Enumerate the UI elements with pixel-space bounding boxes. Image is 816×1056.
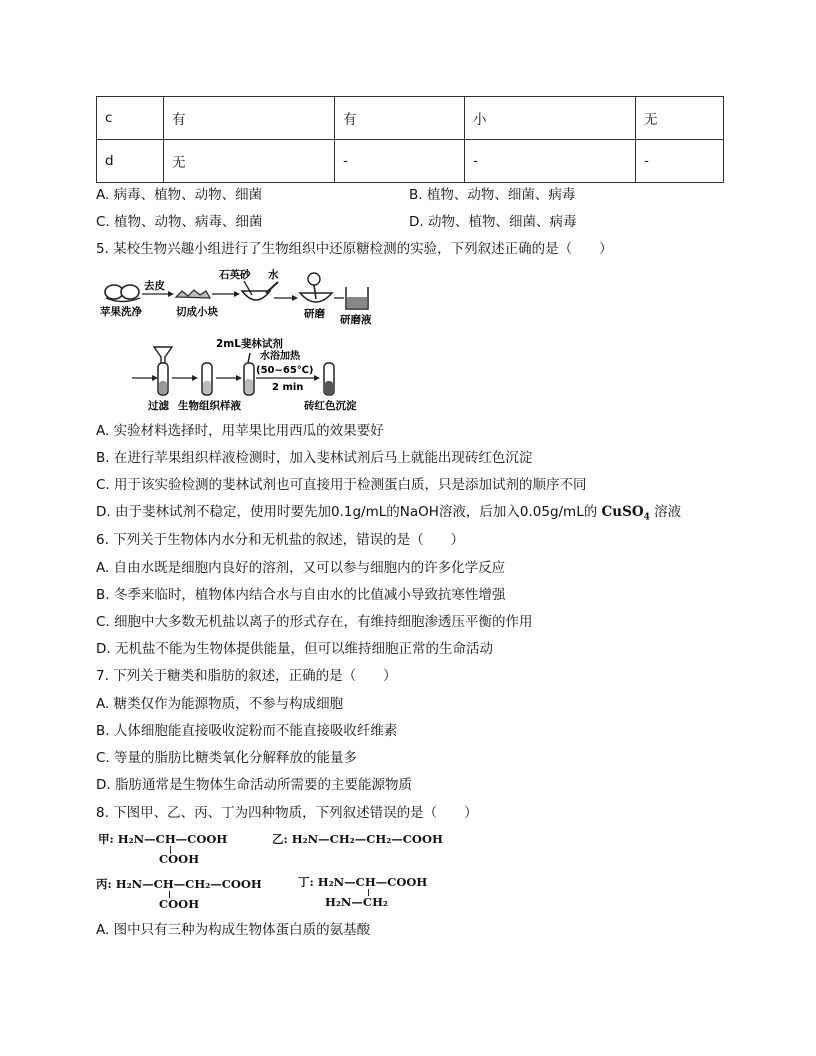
structure-jia-branch: COOH	[159, 852, 200, 866]
table-cell: -	[636, 140, 724, 183]
q4-option-b: B. 植物、动物、细菌、病毒	[409, 187, 576, 203]
comparison-table	[96, 96, 724, 183]
label-extract: 研磨液	[340, 314, 372, 325]
label-peel: 去皮	[144, 280, 165, 292]
q6-option-d: D. 无机盐不能为生物体提供能量，但可以维持细胞正常的生命活动	[96, 641, 493, 657]
label-reagent: 2mL斐林试剂	[216, 338, 283, 350]
table-cell: -	[335, 140, 465, 183]
label-result: 砖红色沉淀	[304, 400, 357, 412]
table-cell: d	[97, 140, 164, 183]
q7-option-d: D. 脂肪通常是生物体生命活动所需要的主要能源物质	[96, 777, 412, 793]
apple-chunks-icon	[176, 290, 210, 298]
q7-option-b: B. 人体细胞能直接吸收淀粉而不能直接吸收纤维素	[96, 723, 398, 739]
structure-jia: 甲: H₂N—CH—COOH	[98, 832, 228, 846]
label-time: 2 min	[272, 382, 304, 393]
table-cell: -	[465, 140, 636, 183]
q6-stem: 6. 下列关于生物体内水分和无机盐的叙述，错误的是（ ）	[96, 532, 465, 548]
table-row	[97, 140, 724, 183]
q5-option-d	[96, 503, 681, 527]
label-wash: 苹果洗净	[100, 306, 142, 318]
q6-option-b: B. 冬季来临时，植物体内结合水与自由水的比值减小导致抗寒性增强	[96, 587, 506, 603]
label-water: 水	[268, 269, 279, 281]
label-grind: 研磨	[304, 308, 325, 320]
q5-stem: 5. 某校生物兴趣小组进行了生物组织中还原糖检测的实验，下列叙述正确的是（ ）	[96, 241, 613, 257]
q8-stem: 8. 下图甲、乙、丙、丁为四种物质，下列叙述错误的是（ ）	[96, 805, 478, 821]
table-cell: 无	[164, 140, 335, 183]
beaker-icon	[346, 287, 368, 309]
test-tube-precipitate-icon	[324, 363, 334, 395]
q5-option-d-suffix: 溶液	[649, 504, 682, 520]
label-filter: 过滤	[148, 400, 169, 412]
q5-option-a: A. 实验材料选择时，用苹果比用西瓜的效果要好	[96, 423, 384, 439]
structure-bing-branch: COOH	[159, 897, 200, 911]
label-water-bath: 水浴加热	[260, 351, 300, 362]
table-row	[97, 97, 724, 140]
table-cell: 有	[164, 97, 335, 140]
cuso4-formula: CuSO$_4$	[601, 504, 650, 523]
q8-option-a: A. 图中只有三种为构成生物体蛋白质的氨基酸	[96, 922, 371, 938]
structure-ding-branch: H₂N—CH₂	[325, 895, 388, 909]
structure-bing: 丙: H₂N—CH—CH₂—COOH	[96, 877, 262, 891]
structure-yi: 乙: H₂N—CH₂—CH₂—COOH	[272, 832, 443, 846]
q4-option-c: C. 植物、动物、病毒、细菌	[96, 214, 263, 230]
apple-icon	[105, 285, 140, 302]
table-cell: c	[97, 97, 164, 140]
q7-option-a: A. 糖类仅作为能源物质，不参与构成细胞	[96, 696, 344, 712]
mortar-icon	[242, 281, 278, 300]
q6-option-a: A. 自由水既是细胞内良好的溶剂，又可以参与细胞内的许多化学反应	[96, 560, 506, 576]
label-temperature: (50~65℃)	[256, 365, 314, 376]
table-cell: 小	[465, 97, 636, 140]
label-cut: 切成小块	[176, 306, 218, 318]
q7-option-c: C. 等量的脂肪比糖类氧化分解释放的能量多	[96, 750, 358, 766]
q6-option-c: C. 细胞中大多数无机盐以离子的形式存在，有维持细胞渗透压平衡的作用	[96, 614, 533, 630]
q4-option-a: A. 病毒、植物、动物、细菌	[96, 187, 263, 203]
test-tube-reagent-icon	[244, 353, 254, 395]
pestle-icon	[300, 273, 332, 302]
q4-option-d: D. 动物、植物、细菌、病毒	[409, 214, 577, 230]
label-sample: 生物组织样液	[178, 400, 241, 412]
table-cell: 有	[335, 97, 465, 140]
table-cell: 无	[636, 97, 724, 140]
q7-stem: 7. 下列关于糖类和脂肪的叙述，正确的是（ ）	[96, 668, 397, 684]
q5-option-c: C. 用于该实验检测的斐林试剂也可直接用于检测蛋白质，只是添加试剂的顺序不同	[96, 477, 587, 493]
funnel-tube-icon	[154, 347, 172, 395]
label-quartz: 石英砂	[219, 269, 251, 281]
q5-experiment-figure-2	[130, 333, 370, 413]
q5-option-d-text: D. 由于斐林试剂不稳定，使用时要先加0.1g/mL的NaOH溶液，后加入0.05g/mL的	[96, 504, 598, 520]
q5-experiment-figure-1	[96, 265, 376, 325]
structure-ding: 丁: H₂N—CH—COOH	[298, 875, 428, 889]
q5-option-b: B. 在进行苹果组织样液检测时，加入斐林试剂后马上就能出现砖红色沉淀	[96, 450, 533, 466]
test-tube-icon	[202, 363, 212, 395]
